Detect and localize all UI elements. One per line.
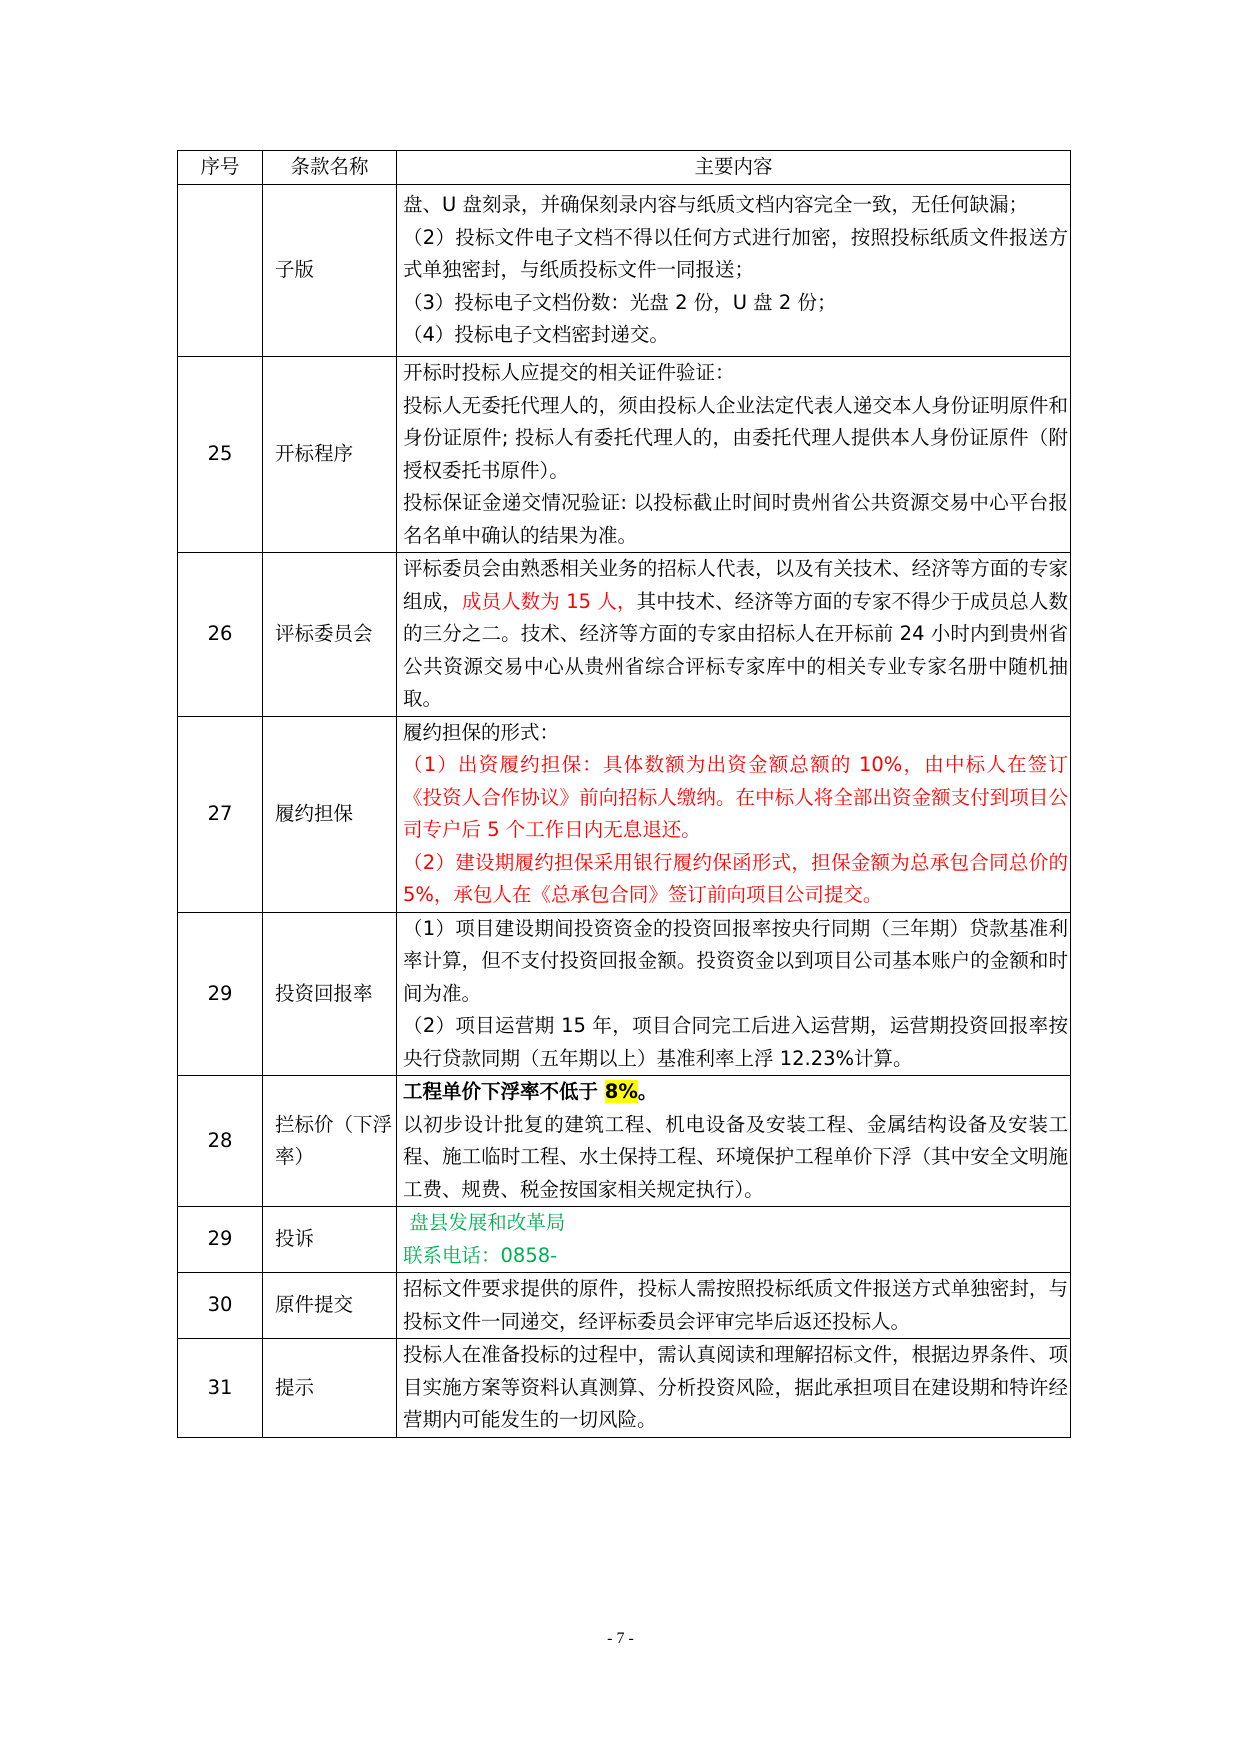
row-clause-name: 提示	[263, 1339, 397, 1438]
header-number: 序号	[178, 151, 263, 185]
content-text: 评标委员会由熟悉相关业务的招标人代表，以及有关技术、经济等方面的专家组成，	[403, 557, 1068, 613]
row-content	[397, 357, 1071, 553]
content-line-red: （1）出资履约担保：具体数额为出资金额总额的 10%，由中标人在签订《投资人合作协议》前向招标人缴纳。在中标人将全部出资金额支付到项目公司专户后 5 个工作日内无息退还。	[403, 753, 1068, 841]
content-line-red: （2）建设期履约担保采用银行履约保函形式，担保金额为总承包合同总价的 5%，承包人在《总承包合同》签订前向项目公司提交。	[403, 850, 1068, 906]
table-row	[178, 716, 1071, 912]
row-number: 25	[178, 357, 263, 553]
content-line-bold	[403, 1076, 1068, 1109]
clause-table	[177, 150, 1071, 1438]
row-content	[397, 716, 1071, 912]
content-line: 投标人无委托代理人的，须由投标人企业法定代表人递交本人身份证明原件和身份证原件; 投标人有委托代理人的，由委托代理人提供本人身份证原件（附授权委托书原件）。	[403, 393, 1068, 482]
bold-text: 。	[637, 1080, 658, 1103]
row-content	[397, 553, 1071, 717]
row-content	[397, 1076, 1071, 1207]
complaint-office: 盘县发展和改革局	[403, 1211, 566, 1234]
page-number: - 7 -	[607, 1630, 634, 1647]
member-count-text: 成员人数为 15 人，	[461, 589, 637, 613]
content-line: （1）项目建设期间投资资金的投资回报率按央行同期（三年期）贷款基准利率计算，但不支付投资回报金额。投资资金以到项目公司基本账户的金额和时间为准。	[403, 916, 1068, 1005]
row-clause-name: 拦标价（下浮率）	[263, 1076, 397, 1207]
content-line: （3）投标电子文档份数：光盘 2 份，U 盘 2 份；	[403, 290, 837, 314]
content-line: 开标时投标人应提交的相关证件验证：	[403, 361, 735, 384]
table-header-row	[178, 151, 1071, 185]
row-content	[397, 912, 1071, 1076]
content-line: 以初步设计批复的建筑工程、机电设备及安装工程、金属结构设备及安装工程、施工临时工程、水土保持工程、环境保护工程单价下浮（其中安全文明施工费、规费、税金按国家相关规定执行）。	[403, 1112, 1068, 1201]
row-clause-name: 履约担保	[263, 716, 397, 912]
content-line: 投标保证金递交情况验证: 以投标截止时间时贵州省公共资源交易中心平台报名名单中确认的结果为准。	[403, 491, 1068, 547]
content-line: （2）投标文件电子文档不得以任何方式进行加密，按照投标纸质文件报送方式单独密封，与纸质投标文件一同报送；	[403, 225, 1068, 282]
header-clause-name: 条款名称	[263, 151, 397, 185]
table-row	[178, 357, 1071, 553]
row-clause-name: 评标委员会	[263, 553, 397, 717]
row-clause-name: 子版	[263, 185, 397, 357]
row-content	[397, 185, 1071, 357]
table-row	[178, 1076, 1071, 1207]
row-number: 26	[178, 553, 263, 717]
row-clause-name: 开标程序	[263, 357, 397, 553]
row-number: 28	[178, 1076, 263, 1207]
content-line: 履约担保的形式：	[403, 720, 560, 744]
content-text: 其中技术、经济等方面的专家不得少于成员总人数的三分之二。技术、经济等方面的专家由招标人在开标前 24 小时内到贵州省公共资源交易中心从贵州省综合评标专家库中的相关专业专家名册中随机抽取。	[403, 589, 1068, 710]
row-number: 27	[178, 716, 263, 912]
table-row	[178, 1339, 1071, 1438]
row-clause-name: 投资回报率	[263, 912, 397, 1076]
table-row	[178, 553, 1071, 717]
row-number: 29	[178, 1207, 263, 1273]
table-row	[178, 1207, 1071, 1273]
row-number: 31	[178, 1339, 263, 1438]
row-number: 30	[178, 1273, 263, 1339]
row-content: 投标人在准备投标的过程中，需认真阅读和理解招标文件，根据边界条件、项目实施方案等资料认真测算、分析投资风险，据此承担项目在建设期和特许经营期内可能发生的一切风险。	[397, 1339, 1071, 1438]
row-clause-name: 原件提交	[263, 1273, 397, 1339]
row-number	[178, 185, 263, 357]
content-line: （4）投标电子文档密封递交。	[403, 323, 669, 347]
row-clause-name: 投诉	[263, 1207, 397, 1273]
header-main-content: 主要内容	[397, 151, 1071, 185]
table-row	[178, 185, 1071, 357]
row-number: 29	[178, 912, 263, 1076]
highlighted-rate: 8%	[604, 1080, 638, 1103]
table-row	[178, 1273, 1071, 1339]
table-row	[178, 912, 1071, 1076]
complaint-phone: 联系电话：0858-	[403, 1243, 558, 1267]
row-content	[397, 1207, 1071, 1273]
content-line: （2）项目运营期 15 年，项目合同完工后进入运营期，运营期投资回报率按央行贷款同期（五年期以上）基准利率上浮 12.23%计算。	[403, 1014, 1068, 1070]
content-line: 盘、U 盘刻录，并确保刻录内容与纸质文档内容完全一致，无任何缺漏；	[403, 193, 1028, 217]
row-content: 招标文件要求提供的原件，投标人需按照投标纸质文件报送方式单独密封，与投标文件一同递交，经评标委员会评审完毕后返还投标人。	[397, 1273, 1071, 1339]
bold-text: 工程单价下浮率不低于	[403, 1080, 605, 1103]
